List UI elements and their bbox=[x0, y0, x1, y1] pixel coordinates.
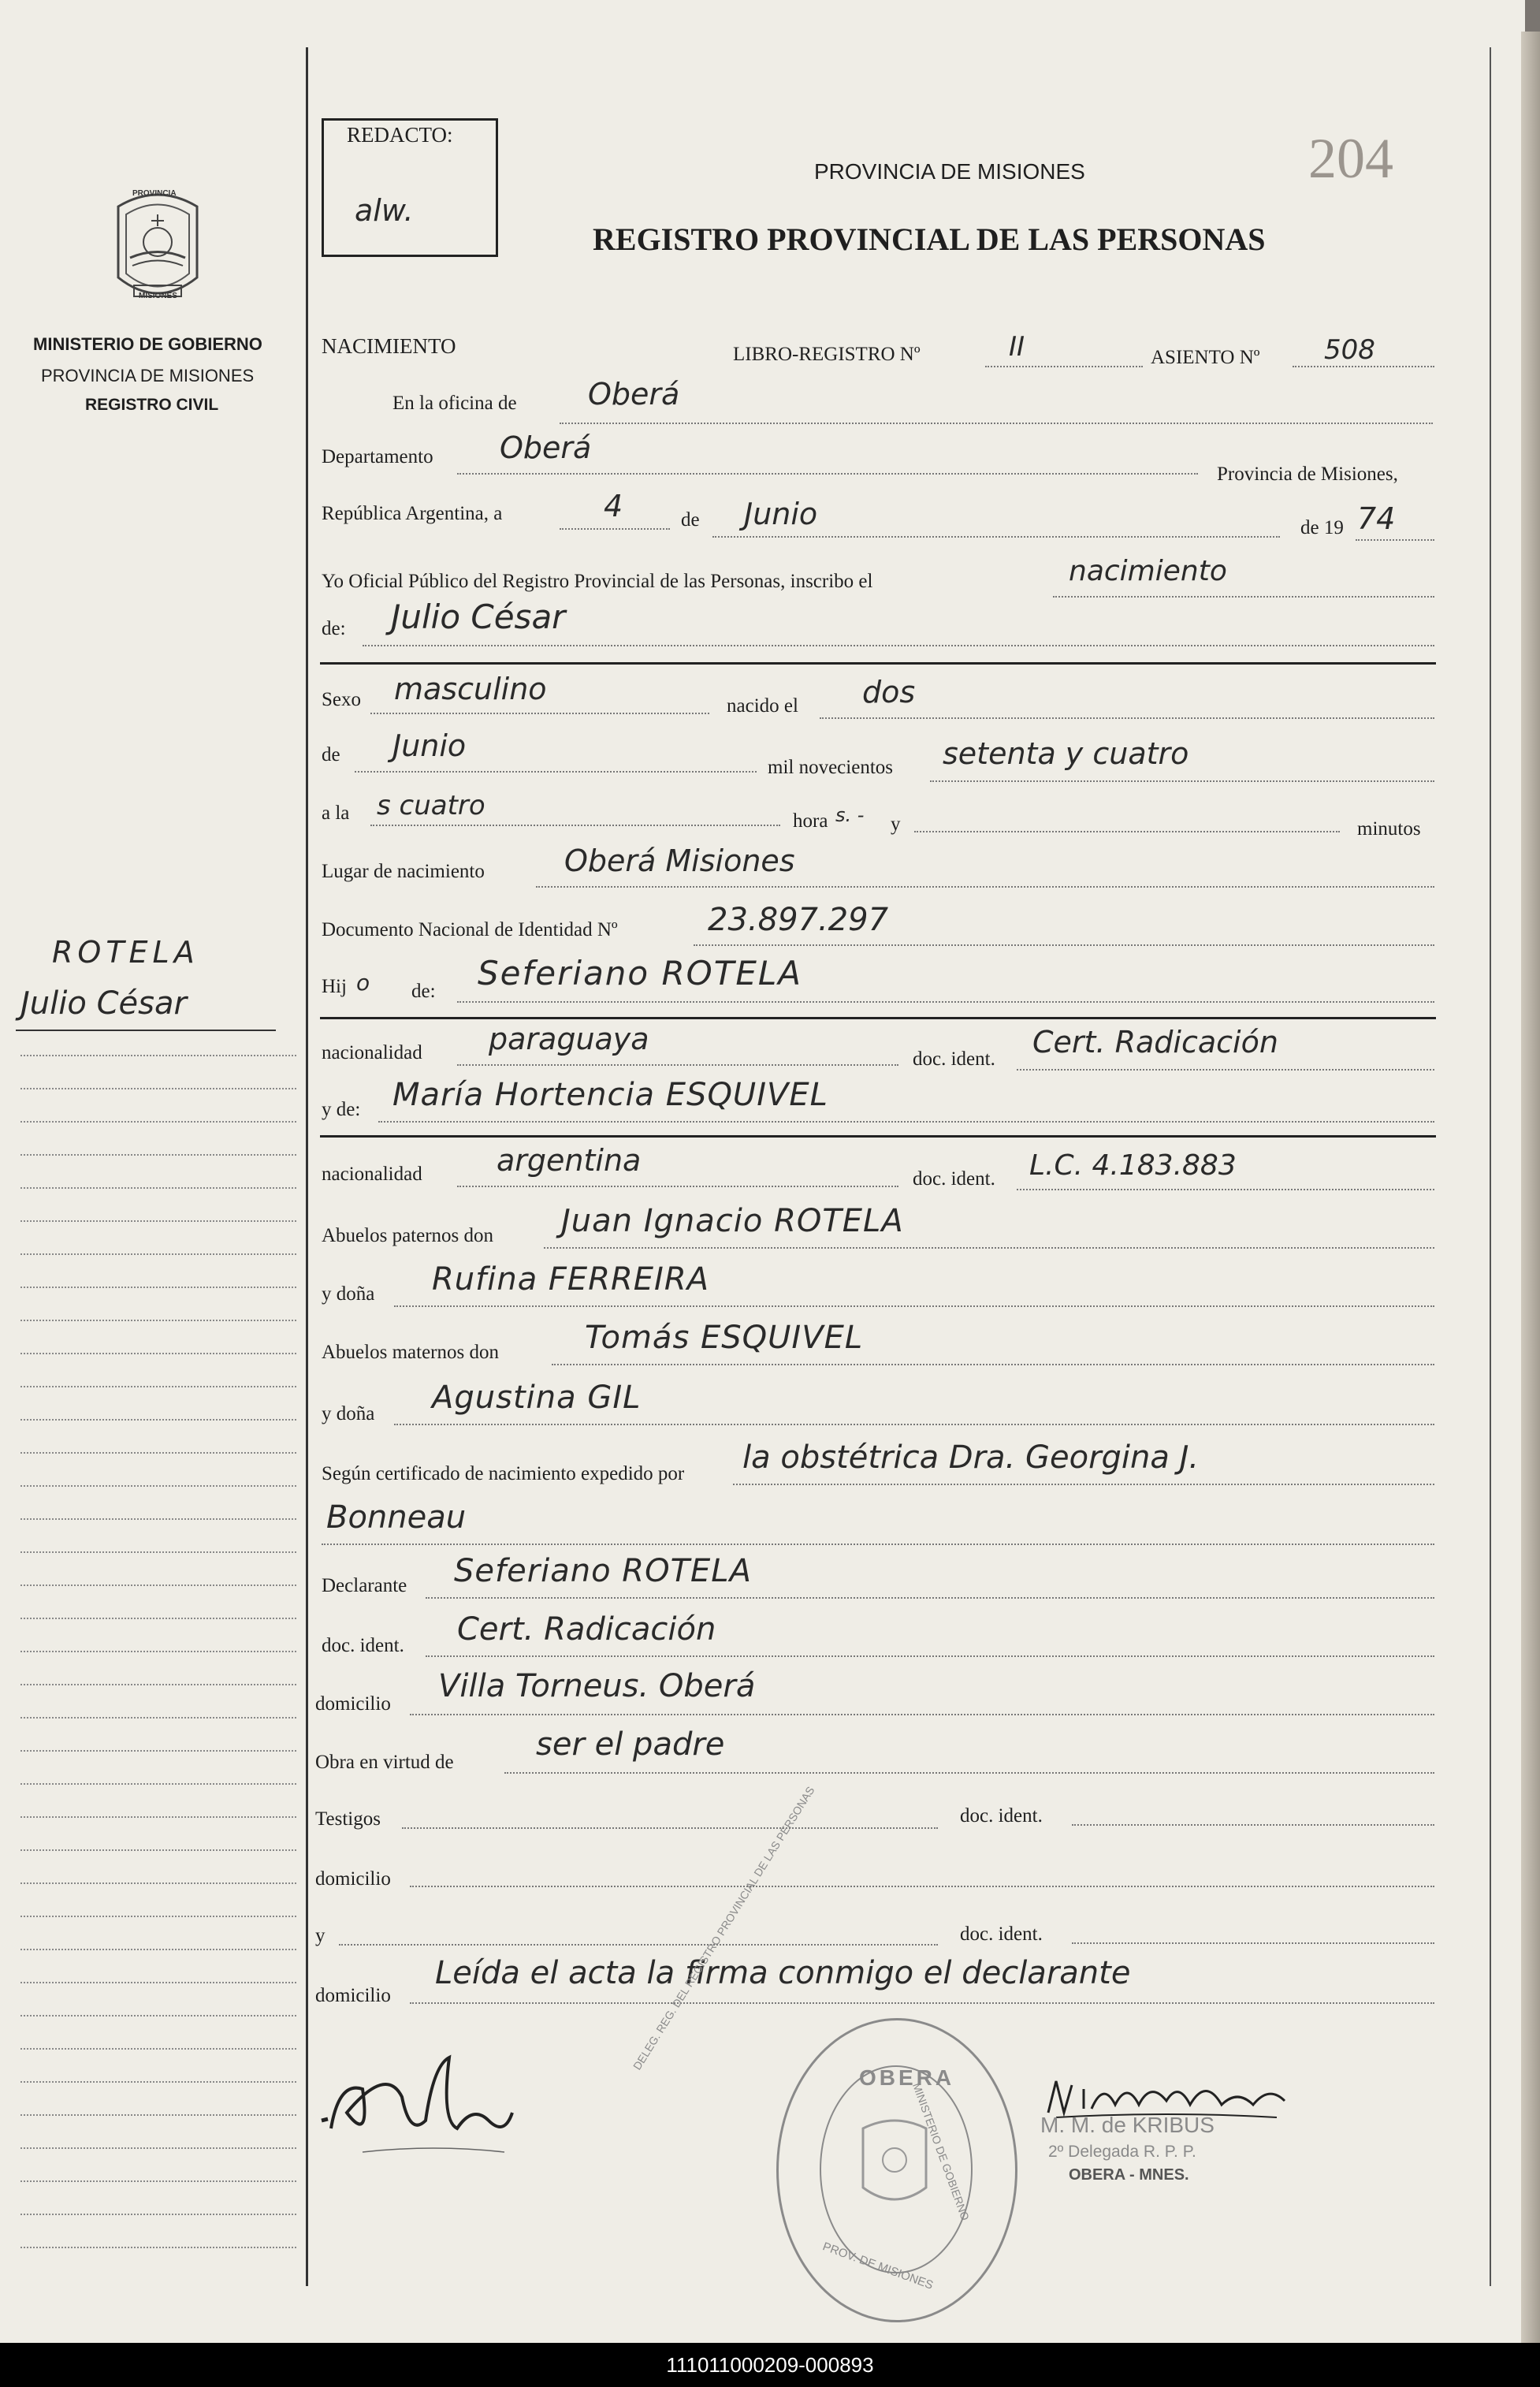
abuelos-maternos-label: Abuelos maternos don bbox=[322, 1342, 499, 1363]
asiento-value: 508 bbox=[1324, 334, 1375, 366]
seal-outer-text: DELEG. REG. DEL REGISTRO PROVINCIAL DE LAS PERSONAS bbox=[631, 1784, 817, 2072]
nacionalidad-madre-value: argentina bbox=[497, 1143, 642, 1178]
testigos-doc-label: doc. ident. bbox=[960, 1805, 1043, 1827]
redacto-value: alw. bbox=[355, 193, 414, 228]
folio-number: 204 bbox=[1308, 127, 1393, 190]
declarante-signature-text bbox=[377, 2062, 488, 2102]
y-dona-materna-label: y doña bbox=[322, 1403, 375, 1424]
de-label: de bbox=[681, 509, 700, 531]
doc-ident-padre-label: doc. ident. bbox=[913, 1048, 995, 1070]
domicilio-label: domicilio bbox=[315, 1693, 391, 1715]
sexo-label: Sexo bbox=[322, 689, 361, 710]
anio-value: 74 bbox=[1357, 501, 1396, 536]
doc-madre-value: L.C. 4.183.883 bbox=[1029, 1149, 1237, 1182]
libro-label: LIBRO-REGISTRO Nº bbox=[733, 344, 921, 365]
anio-text-value: setenta y cuatro bbox=[943, 736, 1189, 771]
margin-underline bbox=[16, 1030, 276, 1031]
anio-label: de 19 bbox=[1300, 517, 1344, 538]
seal-city: OBERA bbox=[859, 2065, 955, 2090]
abuelo-paterno-value: Juan Ignacio ROTELA bbox=[561, 1203, 904, 1239]
right-margin-rule bbox=[1490, 47, 1491, 2286]
abuela-materna-value: Agustina GIL bbox=[432, 1380, 642, 1416]
hijo-de-label: de: bbox=[411, 981, 436, 1002]
provincia-label: Provincia de Misiones, bbox=[1217, 464, 1398, 485]
sexo-value: masculino bbox=[394, 672, 547, 706]
archive-id: 111011000209-000893 bbox=[666, 2353, 874, 2377]
official-name: M. M. de KRIBUS bbox=[1040, 2113, 1215, 2137]
oficina-label: En la oficina de bbox=[392, 393, 517, 414]
y-label: y bbox=[891, 814, 901, 835]
lugar-label: Lugar de nacimiento bbox=[322, 861, 485, 882]
a-la-label: a la bbox=[322, 802, 350, 824]
official-signature-text bbox=[1056, 2065, 1230, 2093]
declarante-doc-label: doc. ident. bbox=[322, 1635, 404, 1656]
padre-value: Seferiano ROTELA bbox=[478, 954, 803, 992]
seal-emblem-icon bbox=[855, 2113, 934, 2215]
nacido-value: dos bbox=[862, 675, 916, 709]
archive-id-bar bbox=[0, 2343, 1540, 2387]
obra-value: ser el padre bbox=[536, 1726, 725, 1763]
de-colon-label: de: bbox=[322, 618, 346, 639]
emblem-text-bottom: MISIONES bbox=[139, 292, 177, 300]
ministry-line3: REGISTRO CIVIL bbox=[85, 396, 219, 414]
certificado-label: Según certificado de nacimiento expedido por bbox=[322, 1463, 685, 1484]
testigo2-domicilio-label: domicilio bbox=[315, 1985, 391, 2006]
ministry-line2: PROVINCIA DE MISIONES bbox=[41, 366, 255, 385]
y-dona-paterna-label: y doña bbox=[322, 1283, 375, 1305]
de2-label: de bbox=[322, 744, 340, 765]
departamento-label: Departamento bbox=[322, 446, 433, 467]
nacionalidad-madre-label: nacionalidad bbox=[322, 1164, 422, 1185]
domicilio-value: Villa Torneus. Oberá bbox=[438, 1668, 756, 1704]
testigos-label: Testigos bbox=[315, 1808, 381, 1830]
oficina-value: Oberá bbox=[588, 377, 680, 411]
margin-given-name: Julio César bbox=[20, 985, 187, 1022]
minutos-label: minutos bbox=[1357, 818, 1421, 840]
nacionalidad-padre-value: paraguaya bbox=[489, 1022, 649, 1056]
left-margin-rule bbox=[306, 47, 308, 2286]
mil-label: mil novecientos bbox=[768, 757, 893, 778]
hora-value: s cuatro bbox=[377, 790, 485, 821]
departamento-value: Oberá bbox=[500, 430, 592, 465]
declarante-label: Declarante bbox=[322, 1575, 407, 1596]
dia-value: 4 bbox=[604, 489, 623, 523]
hijo-suffix: o bbox=[356, 970, 370, 996]
abuelos-paternos-label: Abuelos paternos don bbox=[322, 1225, 494, 1246]
lectura-value: Leída el acta la firma conmigo el declarante bbox=[435, 1955, 1131, 1991]
hijo-label: Hij bbox=[322, 976, 347, 997]
dni-value: 23.897.297 bbox=[708, 902, 889, 938]
nacido-label: nacido el bbox=[727, 695, 798, 717]
dni-label: Documento Nacional de Identidad Nº bbox=[322, 919, 618, 940]
seal-bottom-text: PROV. DE MISIONES bbox=[820, 2240, 936, 2292]
inscribo-value: nacimiento bbox=[1069, 555, 1227, 587]
oficial-text: Yo Oficial Público del Registro Provincial de las Personas, inscribo el bbox=[322, 571, 873, 592]
mes-value: Junio bbox=[744, 497, 818, 531]
hora-suffix: s. - bbox=[835, 804, 865, 826]
nacionalidad-padre-label: nacionalidad bbox=[322, 1042, 422, 1063]
nacimiento-label: NACIMIENTO bbox=[322, 334, 456, 358]
abuela-paterna-value: Rufina FERREIRA bbox=[432, 1261, 710, 1298]
declarante-value: Seferiano ROTELA bbox=[454, 1553, 752, 1589]
declarante-doc-value: Cert. Radicación bbox=[457, 1611, 716, 1648]
official-title: 2º Delegada R. P. P. bbox=[1048, 2143, 1196, 2161]
abuelo-materno-value: Tomás ESQUIVEL bbox=[585, 1320, 864, 1356]
testigos-domicilio-label: domicilio bbox=[315, 1868, 391, 1890]
certificado-value-2: Bonneau bbox=[326, 1499, 467, 1536]
y-de-label: y de: bbox=[322, 1099, 361, 1120]
ministry-line1: MINISTERIO DE GOBIERNO bbox=[33, 334, 262, 354]
nombre-value: Julio César bbox=[391, 598, 566, 636]
obra-label: Obra en virtud de bbox=[315, 1752, 454, 1773]
redacto-label: REDACTO: bbox=[347, 123, 453, 147]
mes2-value: Junio bbox=[392, 728, 467, 763]
emblem-text-top: PROVINCIA bbox=[132, 189, 177, 198]
lugar-value: Oberá Misiones bbox=[564, 843, 795, 878]
province-heading: PROVINCIA DE MISIONES bbox=[814, 159, 1085, 184]
official-place: OBERA - MNES. bbox=[1069, 2166, 1189, 2184]
asiento-label: ASIENTO Nº bbox=[1151, 347, 1260, 368]
margin-surname: ROTELA bbox=[52, 935, 199, 970]
libro-value: II bbox=[1009, 331, 1025, 363]
y-testigo-label: y bbox=[315, 1925, 325, 1946]
certificado-value: la obstétrica Dra. Georgina J. bbox=[742, 1439, 1200, 1476]
page-edge bbox=[1521, 32, 1540, 2343]
doc-padre-value: Cert. Radicación bbox=[1032, 1025, 1278, 1059]
hora-label: hora bbox=[793, 810, 828, 832]
madre-value: María Hortencia ESQUIVEL bbox=[392, 1077, 828, 1113]
republica-label: República Argentina, a bbox=[322, 503, 503, 524]
doc-ident-madre-label: doc. ident. bbox=[913, 1168, 995, 1190]
testigo2-doc-label: doc. ident. bbox=[960, 1923, 1043, 1945]
registry-heading: REGISTRO PROVINCIAL DE LAS PERSONAS bbox=[593, 222, 1266, 257]
seal-inner-text: MINISTERIO DE GOBIERNO bbox=[909, 2081, 973, 2222]
